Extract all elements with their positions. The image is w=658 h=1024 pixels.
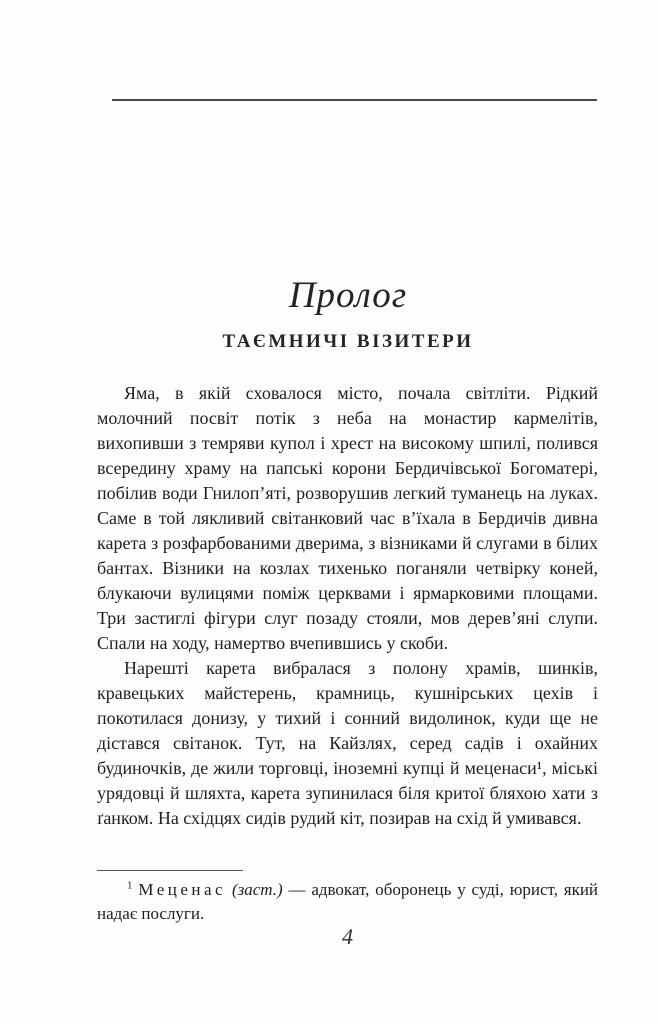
paragraph-2: Нарешті карета вибралася з полону храмів, шинків, кравецьких майстерень, крамниць, кушнірських цехів і покотилася донизу, у тихий і сонний видолинок, куди ще не дістався світанок. Тут, на Кайзлях, серед садів і охайних будиночків, де жили торговці, іноземні купці й меценаси¹, міські урядовці й шляхта, карета зупинилася біля критої бляхою хати з ґанком. На східцях сидів рудий кіт, позирав на схід й умивався.: [97, 658, 598, 828]
body-text: [97, 381, 598, 831]
footnote-text: [97, 878, 598, 926]
footnote-definition: — адвокат, оборонець у суді, юрист, який надає послуги.: [97, 880, 599, 923]
chapter-title: ТАЄМНИЧІ ВІЗИТЕРИ: [222, 331, 474, 352]
paragraph-1: Яма, в якій сховалося місто, почала світліти. Рідкий молочний посвіт потік з неба на монастир кармелітів, вихопивши з темряви купол і хрест на високому шпилі, полився всередину храму на папські корони Бердичівської Богоматері, побілив води Гнилоп’яті, розворушив легкий туманець на луках. Саме в той лякливий світанковий час в’їхала в Бердичів дивна карета з розфарбованими дверима, з візниками й слугами в білих бантах. Візники на козлах тихенько поганяли четвірку коней, блукаючи вулицями поміж церквами і ярмарковими площами. Три застиглі фігури слуг позаду стояли, мов дерев’яні слупи. Спали на ходу, намертво вчепившись у скоби.: [97, 383, 598, 653]
prologue-title: Пролог: [288, 275, 408, 316]
footnote-marker: 1: [127, 879, 133, 892]
page-number: 4: [342, 924, 353, 949]
footnote: [97, 870, 598, 926]
footnote-term: Меценас: [138, 880, 227, 899]
header-rule: [112, 99, 597, 101]
footnote-qualifier: (заст.): [231, 880, 283, 899]
footnote-rule: [97, 870, 243, 871]
